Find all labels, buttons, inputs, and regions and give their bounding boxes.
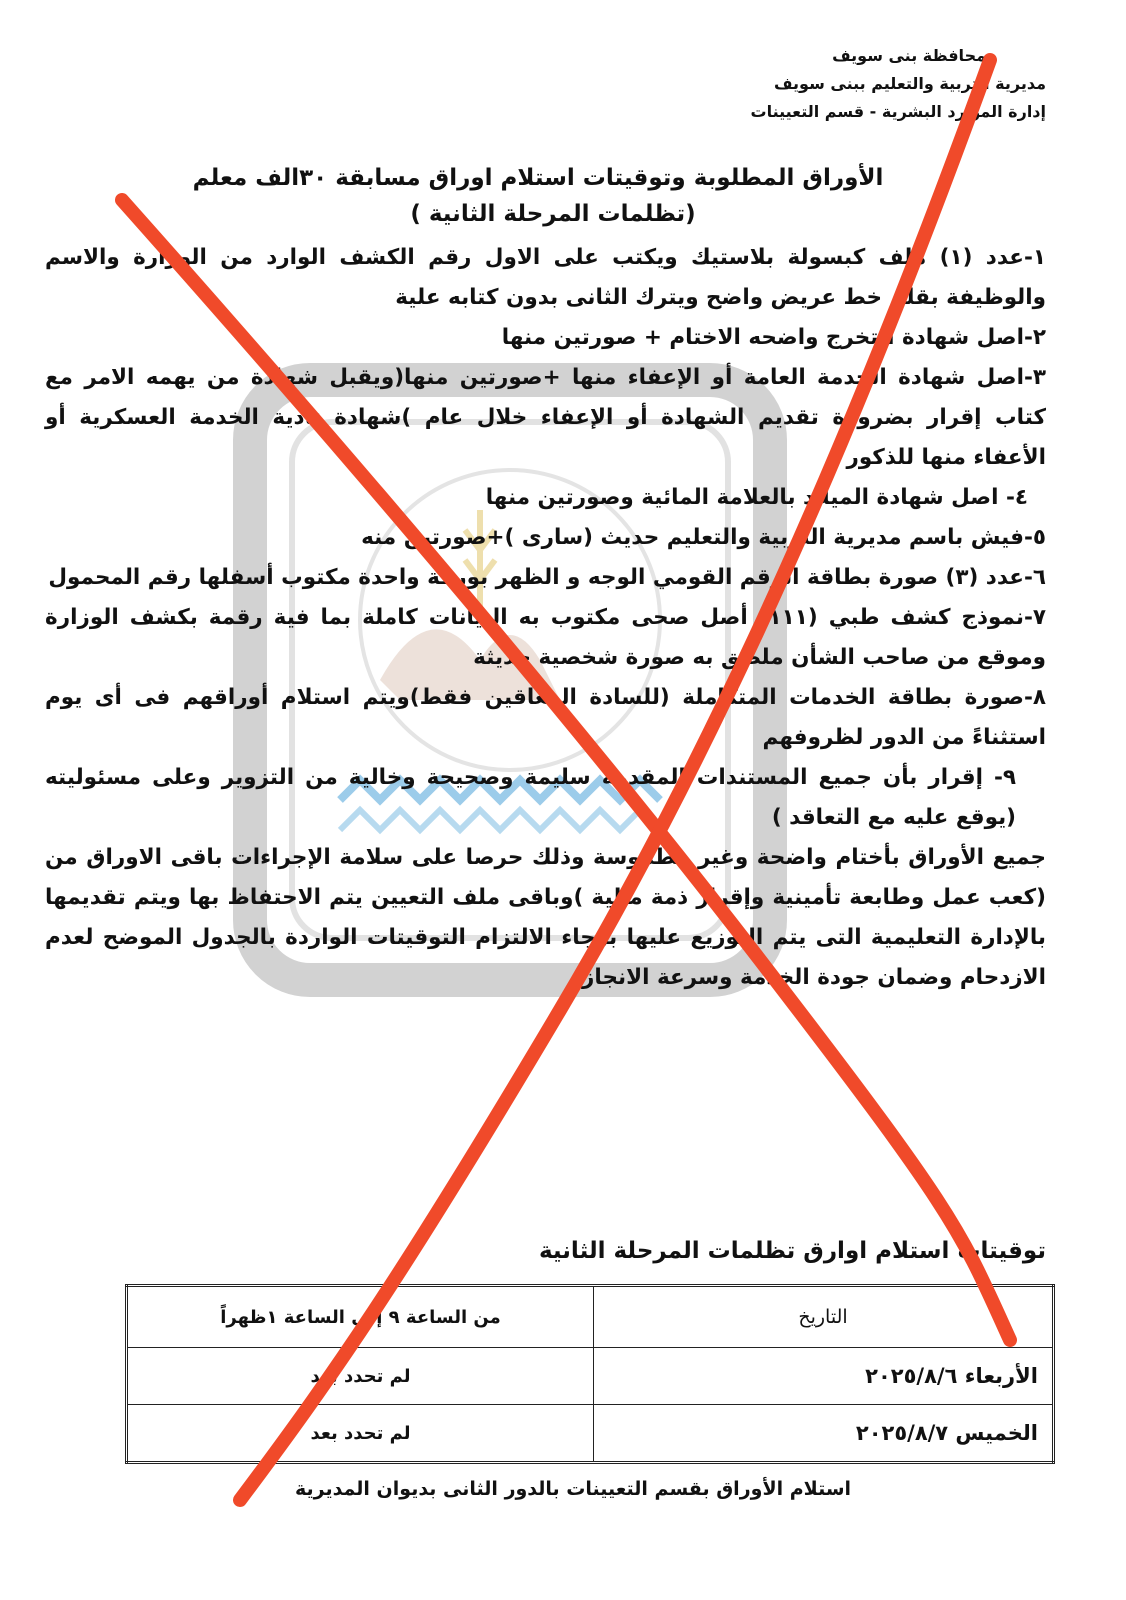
governorate-line: محافظة بنى سويف — [832, 46, 986, 65]
time-column-header: من الساعة ٩ إلى الساعة ١ظهراً — [127, 1286, 594, 1348]
delivery-location-note: استلام الأوراق بقسم التعيينات بالدور الثانى بديوان المديرية — [294, 1478, 852, 1500]
schedule-table — [125, 1284, 1055, 1464]
requirement-item-9: ٩- إقرار بأن جميع المستندات المقدمة سليمة وصحيحة وخالية من التزوير وعلى مسئوليته (يوقع عليه مع التعاقد ) — [45, 765, 1016, 830]
date-column-header: التاريخ — [594, 1286, 1054, 1348]
schedule-title: توقيتات استلام اوارق تظلمات المرحلة الثانية — [538, 1238, 1046, 1264]
requirement-item-6: ٦-عدد (٣) صورة بطاقة الرقم القومي الوجه و الظهر بورقة واحدة مكتوب أسفلها رقم المحمول — [48, 565, 1046, 590]
general-note: جميع الأوراق بأختام واضحة وغير مطموسة وذلك حرصا على سلامة الإجراءات باقى الاوراق من (كعب عمل وطابعة تأمينية وإقرار ذمة مالية )وباقى ملف التعيين يتم الاحتفاظ بها ويتم تقديمها بالإدارة التعليمية التى يتم التوزيع عليها برجاء الالتزام التوقيتات الواردة بالجدول الموضح لعدم الازدحام وضمان جودة الخدمة وسرعة الانجاز. — [45, 845, 1046, 990]
requirement-item-4: ٤- اصل شهادة الميلاد بالعلامة المائية وصورتين منها — [485, 485, 1028, 510]
schedule-time-cell: لم تحدد بعد — [127, 1348, 594, 1405]
requirement-item-5: ٥-فيش باسم مديرية التربية والتعليم حديث (سارى )+صورتين منه — [361, 525, 1046, 550]
title-line-2: (تظلمات المرحلة الثانية ) — [410, 201, 696, 227]
letterhead — [726, 42, 1046, 126]
title-line-1: الأوراق المطلوبة وتوقيتات استلام اوراق مسابقة ٣٠الف معلم — [192, 165, 884, 191]
schedule-time-cell: لم تحدد بعد — [127, 1405, 594, 1463]
requirement-item-8: ٨-صورة بطاقة الخدمات المتكاملة (للسادة المعاقين فقط)ويتم استلام أوراقهم فى أى يوم استثناءً من الدور لظروفهم — [45, 685, 1046, 750]
requirement-item-1: ١-عدد (١) ملف كبسولة بلاستيك ويكتب على الاول رقم الكشف الوارد من الوزارة والاسم والوظيفة بقلم خط عريض واضح ويترك الثانى بدون كتابه علية — [45, 245, 1046, 310]
schedule-date-cell: الخميس ٢٠٢٥/٨/٧ — [594, 1405, 1054, 1463]
requirement-item-3: ٣-اصل شهادة الخدمة العامة أو الإعفاء منها +صورتين منها(ويقبل شهادة من يهمه الامر مع كتاب إقرار بضرورة تقديم الشهادة أو الإعفاء خلال عام )شهادة تادية الخدمة العسكرية أو الأعفاء منها للذكور — [45, 365, 1046, 470]
requirement-item-2: ٢-اصل شهادة التخرج واضحه الاختام + صورتين منها — [501, 325, 1046, 350]
schedule-header-row — [127, 1286, 1054, 1348]
schedule-date-cell: الأربعاء ٢٠٢٥/٨/٦ — [594, 1348, 1054, 1405]
department-line: إدارة الموارد البشرية - قسم التعيينات — [750, 102, 1046, 121]
schedule-row — [127, 1348, 1054, 1405]
requirement-item-7: ٧-نموذج كشف طبي (١١١) أصل صحى مكتوب به البيانات كاملة بما فية رقمة بكشف الوزارة وموقع من صاحب الشأن ملصق به صورة شخصية حديثة — [45, 605, 1046, 670]
directorate-line: مديرية التربية والتعليم ببنى سويف — [773, 74, 1046, 93]
requirements-list — [45, 238, 1046, 998]
schedule-row — [127, 1405, 1054, 1463]
document-title — [150, 160, 956, 232]
